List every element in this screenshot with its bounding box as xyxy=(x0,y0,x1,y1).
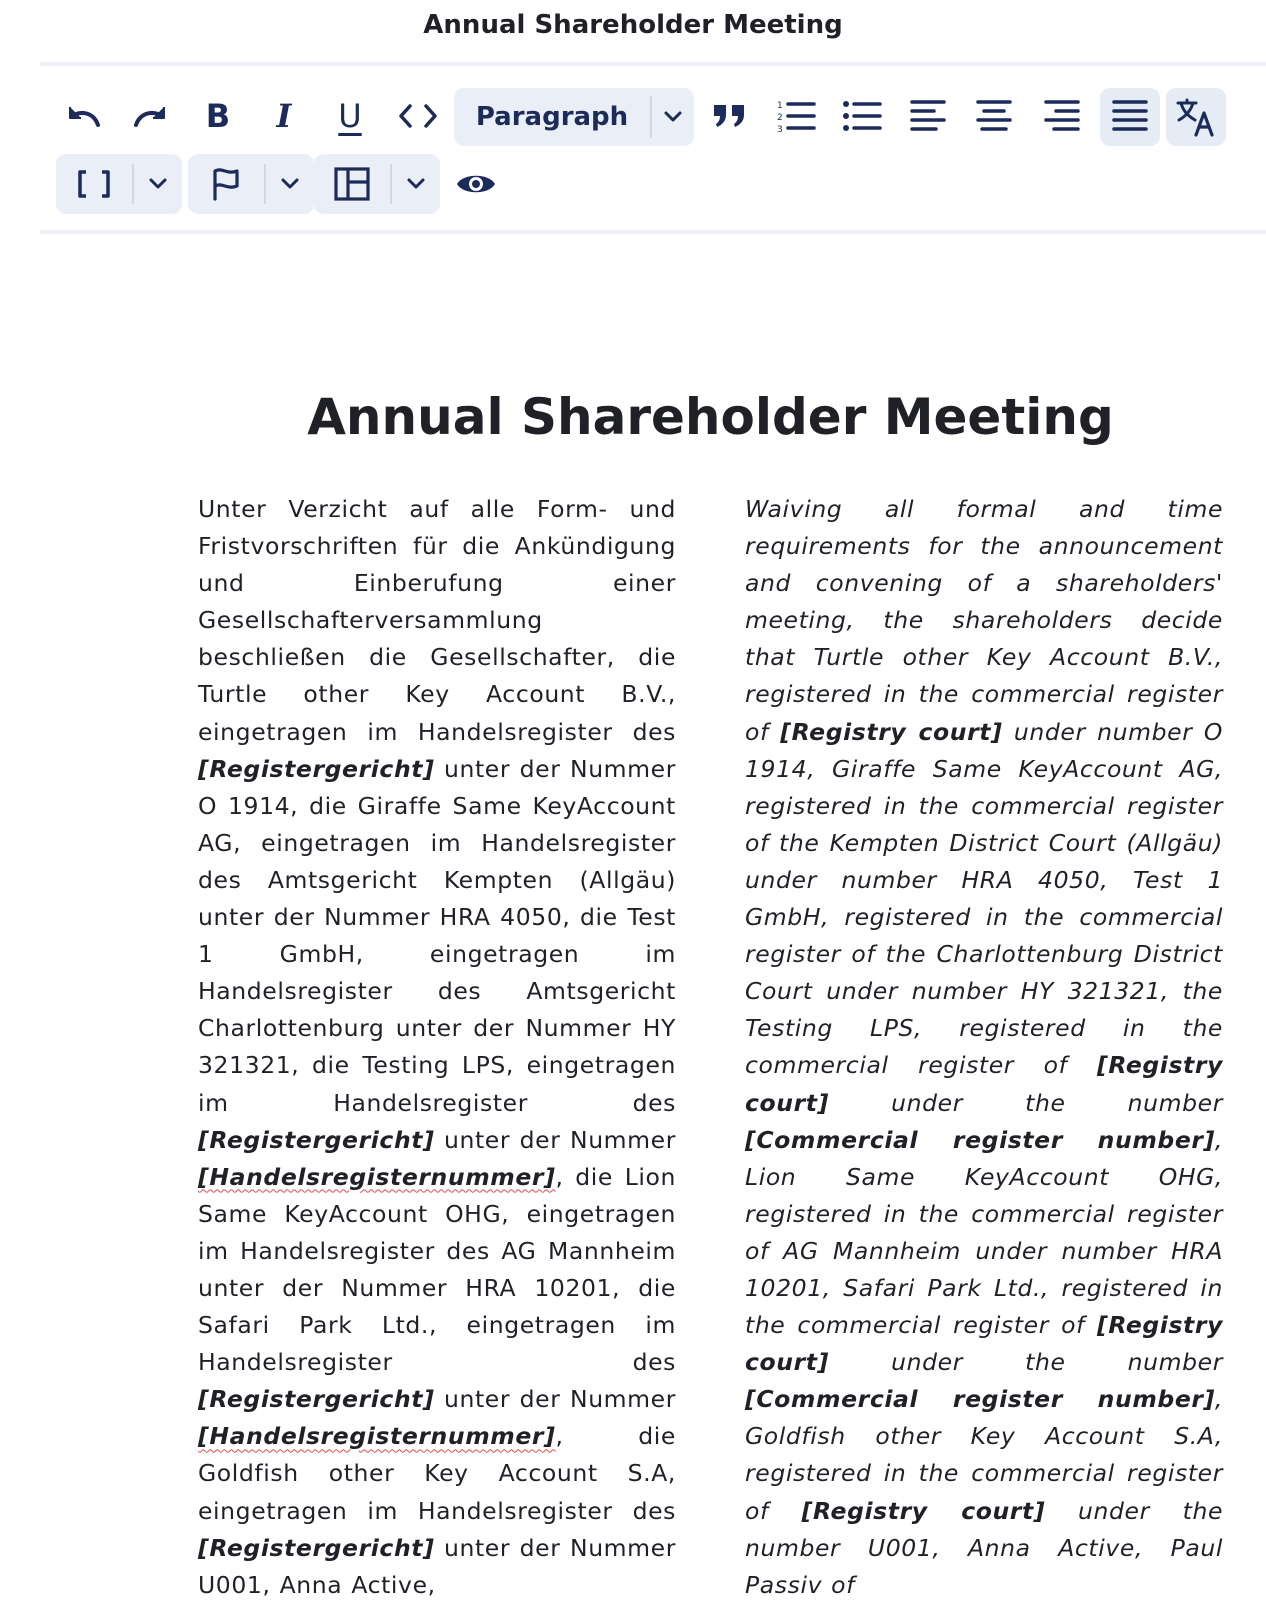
svg-text:2: 2 xyxy=(777,113,783,123)
align-justify-icon xyxy=(1112,99,1148,135)
paragraph-text: under number O 1914, Giraffe Same KeyAccount AG, registered in the commercial register of the Kempten District Court (Allgäu) under number HRA 4050, Test 1 GmbH, registered in the commercial register of the Charlottenburg District Court under number HY 321321, the Testing LPS, registered in the commercial register of xyxy=(745,717,1224,1080)
eye-icon xyxy=(455,169,497,199)
brackets-icon xyxy=(76,169,112,199)
bullet-list-icon xyxy=(842,99,882,133)
placeholder-field: [Registergericht] xyxy=(198,754,435,783)
chevron-down-icon[interactable] xyxy=(134,154,182,214)
placeholder-field: [Registergericht] xyxy=(198,1385,435,1414)
italic-icon: I xyxy=(276,97,292,135)
flag-dropdown[interactable] xyxy=(188,154,314,214)
layout-icon xyxy=(334,167,370,201)
underline-icon: U xyxy=(338,97,362,135)
block-format-value: Paragraph xyxy=(475,102,629,132)
paragraph-text: under the number xyxy=(828,1348,1223,1377)
preview-button[interactable] xyxy=(448,156,504,212)
italic-button[interactable] xyxy=(256,88,312,144)
chevron-down-icon[interactable] xyxy=(392,154,440,214)
paragraph-text: unter der Nummer U001, Anna Active, xyxy=(198,1533,676,1599)
undo-button[interactable] xyxy=(56,88,112,144)
chevron-down-icon[interactable] xyxy=(652,88,694,146)
bold-icon: B xyxy=(205,97,231,135)
redo-button[interactable] xyxy=(122,88,178,144)
align-right-icon xyxy=(1044,99,1080,133)
svg-text:1: 1 xyxy=(777,101,783,111)
code-button[interactable] xyxy=(390,88,446,144)
paragraph-text: , Lion Same KeyAccount OHG, registered in the commercial register of AG Mannheim under number HRA 10201, Safari Park Ltd., registered in the commercial register of xyxy=(745,1125,1223,1340)
paragraph-text: , die Goldfish other Key Account S.A, eingetragen im Handelsregister des xyxy=(198,1422,676,1525)
align-center-button[interactable] xyxy=(966,88,1022,144)
bold-button[interactable] xyxy=(190,88,246,144)
flag-icon xyxy=(210,167,242,201)
placeholder-field: [Handelsregisternummer] xyxy=(198,1422,556,1451)
translate-icon xyxy=(1175,97,1217,137)
chevron-down-icon[interactable] xyxy=(266,154,314,214)
placeholder-field: [Registergericht] xyxy=(198,1125,435,1154)
placeholder-button[interactable] xyxy=(56,154,132,214)
translate-button[interactable] xyxy=(1166,88,1226,146)
flag-button[interactable] xyxy=(188,154,264,214)
paragraph-text: Unter Verzicht auf alle Form- und Fristvorschriften für die Ankündigung und Einberufung einer Gesellschafterversammlung beschließen die Gesellschafter, die Turtle other Key Account B.V., eingetragen im Handelsregister des xyxy=(198,495,676,746)
english-column[interactable] xyxy=(745,491,1223,1604)
placeholder-field: [Registry court] xyxy=(801,1496,1046,1525)
document-title: Annual Shareholder Meeting xyxy=(307,388,1114,446)
placeholder-dropdown[interactable] xyxy=(56,154,182,214)
align-left-icon xyxy=(910,99,946,133)
paragraph-text: , die Lion Same KeyAccount OHG, eingetragen im Handelsregister des AG Mannheim unter der Nummer HRA 10201, die Safari Park Ltd., eingetragen im Handelsregister des xyxy=(198,1162,676,1377)
placeholder-field: [Handelsregisternummer] xyxy=(198,1162,556,1191)
svg-text:3: 3 xyxy=(777,125,783,134)
paragraph-text: under the number xyxy=(828,1088,1223,1117)
placeholder-field: [Registry court] xyxy=(780,717,1003,746)
numbered-list-button[interactable] xyxy=(768,88,824,144)
paragraph-text: Waiving all formal and time requirements for the announcement and convening of a shareholders' meeting, the shareholders decide that Turtle other Key Account B.V., registered in the commercial register of xyxy=(745,495,1223,746)
redo-icon xyxy=(130,101,170,131)
paragraph-text: unter der Nummer O 1914, die Giraffe Same KeyAccount AG, eingetragen im Handelsregister des Amtsgericht Kempten (Allgäu) unter der Nummer HRA 4050, die Test 1 GmbH, eingetragen im Handelsregister des Amtsgericht Charlottenburg unter der Nummer HY 321321, die Testing LPS, eingetragen im Handelsregister des xyxy=(198,754,676,1117)
editor-toolbar xyxy=(40,62,1266,234)
placeholder-field: [Commercial register number] xyxy=(745,1385,1215,1414)
placeholder-field: [Registergericht] xyxy=(198,1533,435,1562)
code-icon xyxy=(398,102,438,130)
german-column[interactable] xyxy=(198,491,676,1604)
numbered-list-icon xyxy=(776,98,816,134)
align-center-icon xyxy=(976,99,1012,133)
undo-icon xyxy=(64,101,104,131)
block-format-select[interactable] xyxy=(454,88,694,146)
align-left-button[interactable] xyxy=(900,88,956,144)
placeholder-field: [Commercial register number] xyxy=(745,1125,1215,1154)
paragraph-text: under the number U001, Anna Active, Paul Passiv of xyxy=(745,1496,1224,1599)
align-right-button[interactable] xyxy=(1034,88,1090,144)
window-title: Annual Shareholder Meeting xyxy=(423,10,843,40)
bullet-list-button[interactable] xyxy=(834,88,890,144)
paragraph-text: unter der Nummer xyxy=(434,1125,676,1154)
paragraph-text: unter der Nummer xyxy=(434,1385,676,1414)
placeholder-field: [Registry court] xyxy=(745,1051,1223,1117)
placeholder-field: [Registry court] xyxy=(745,1311,1223,1377)
quote-icon xyxy=(712,103,748,129)
layout-button[interactable] xyxy=(314,154,390,214)
paragraph-text: , Goldfish other Key Account S.A, registered in the commercial register of xyxy=(745,1385,1223,1525)
layout-dropdown[interactable] xyxy=(314,154,440,214)
blockquote-button[interactable] xyxy=(702,88,758,144)
underline-button[interactable] xyxy=(322,88,378,144)
align-justify-button[interactable] xyxy=(1100,88,1160,146)
